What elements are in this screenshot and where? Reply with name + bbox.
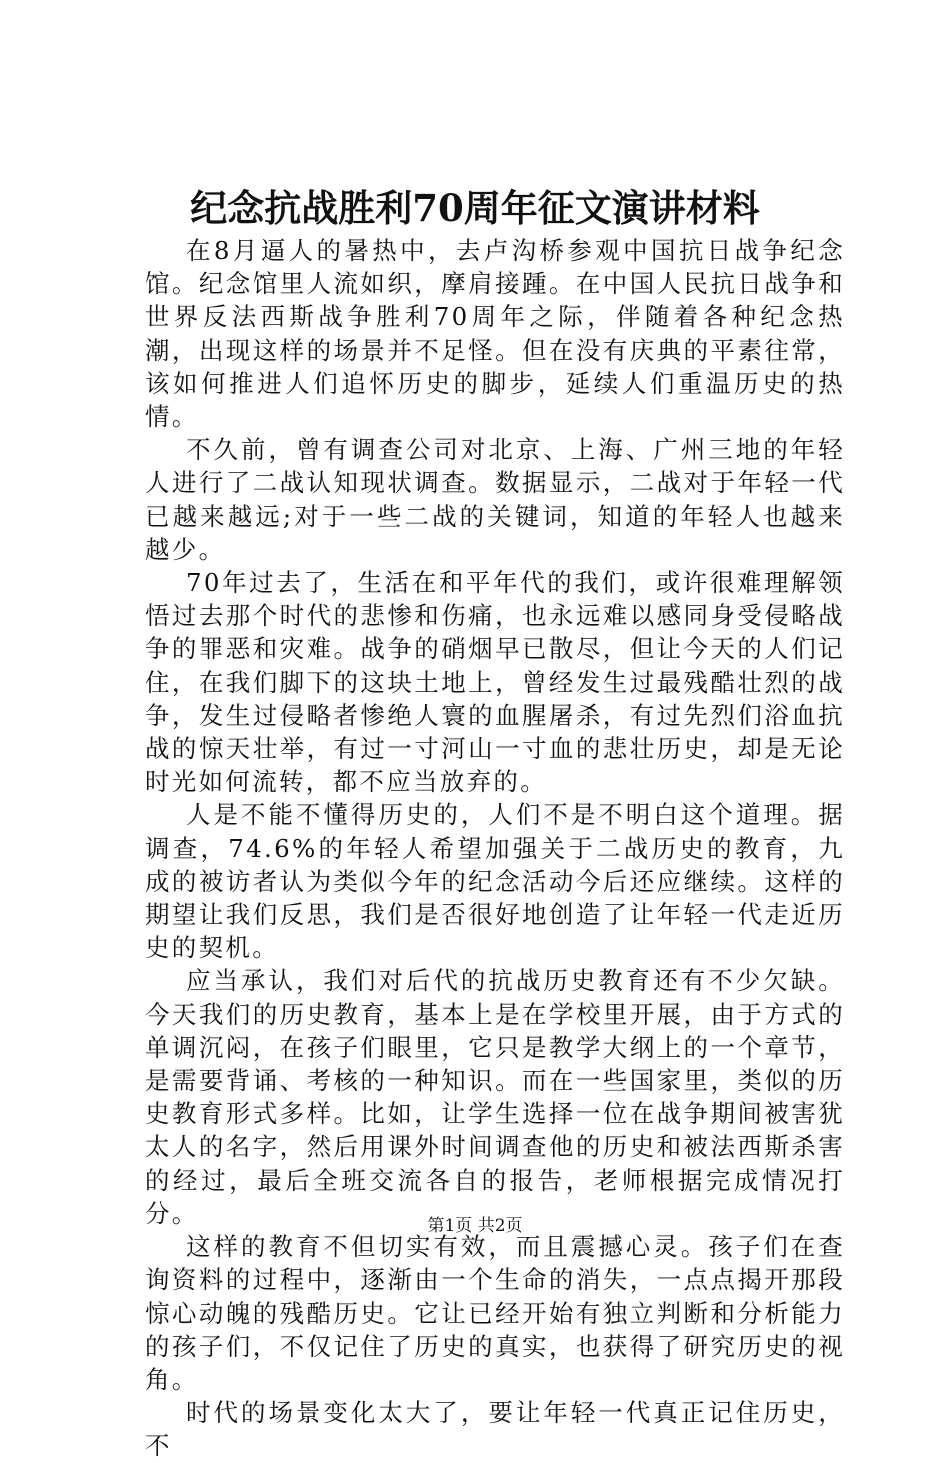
page-footer [0, 1215, 950, 1237]
paragraph: 时代的场景变化太大了，要让年轻一代真正记住历史，不 [145, 1398, 845, 1461]
paragraph: 应当承认，我们对后代的抗战历史教育还有不少欠缺。今天我们的历史教育，基本上是在学校里开展，由于方式的单调沉闷，在孩子们眼里，它只是教学大纲上的一个章节，是需要背诵、考核的一种知识。而在一些国家里，类似的历史教育形式多样。比如，让学生选择一位在战争期间被害犹太人的名字，然后用课外时间调查他的历史和被法西斯杀害的经过，最后全班交流各自的报告，老师根据完成情况打分。 [145, 966, 845, 1228]
page-number-indicator: 第1页 共2页 [427, 1216, 523, 1236]
paragraph: 这样的教育不但切实有效，而且震撼心灵。孩子们在查询资料的过程中，逐渐由一个生命的消失，一点点揭开那段惊心动魄的残酷历史。它让已经开始有独立判断和分析能力的孩子们，不仅记住了历史的真实，也获得了研究历史的视角。 [145, 1232, 845, 1394]
paragraph: 在8月逼人的暑热中，去卢沟桥参观中国抗日战争纪念馆。纪念馆里人流如织，摩肩接踵。在中国人民抗日战争和世界反法西斯战争胜利70周年之际，伴随着各种纪念热潮，出现这样的场景并不足怪。但在没有庆典的平素往常，该如何推进人们追怀历史的脚步，延续人们重温历史的热情。 [145, 236, 845, 432]
paragraph: 人是不能不懂得历史的，人们不是不明白这个道理。据调查，74.6%的年轻人希望加强关于二战历史的教育，九成的被访者认为类似今年的纪念活动今后还应继续。这样的期望让我们反思，我们是否很好地创造了让年轻一代走近历史的契机。 [145, 800, 845, 963]
paragraph: 70年过去了，生活在和平年代的我们，或许很难理解领悟过去那个时代的悲惨和伤痛，也永远难以感同身受侵略战争的罪恶和灾难。战争的硝烟早已散尽，但让今天的人们记住，在我们脚下的这块土地上，曾经发生过最残酷壮烈的战争，发生过侵略者惨绝人寰的血腥屠杀，有过先烈们浴血抗战的惊天壮举，有过一寸河山一寸血的悲壮历史，却是无论时光如何流转，都不应当放弃的。 [145, 568, 845, 797]
paragraph: 不久前，曾有调查公司对北京、上海、广州三地的年轻人进行了二战认知现状调查。数据显示，二战对于年轻一代已越来越远;对于一些二战的关键词，知道的年轻人也越来越少。 [145, 435, 845, 564]
document-title: 纪念抗战胜利70周年征文演讲材料 [190, 186, 760, 230]
document-body [145, 234, 845, 1463]
